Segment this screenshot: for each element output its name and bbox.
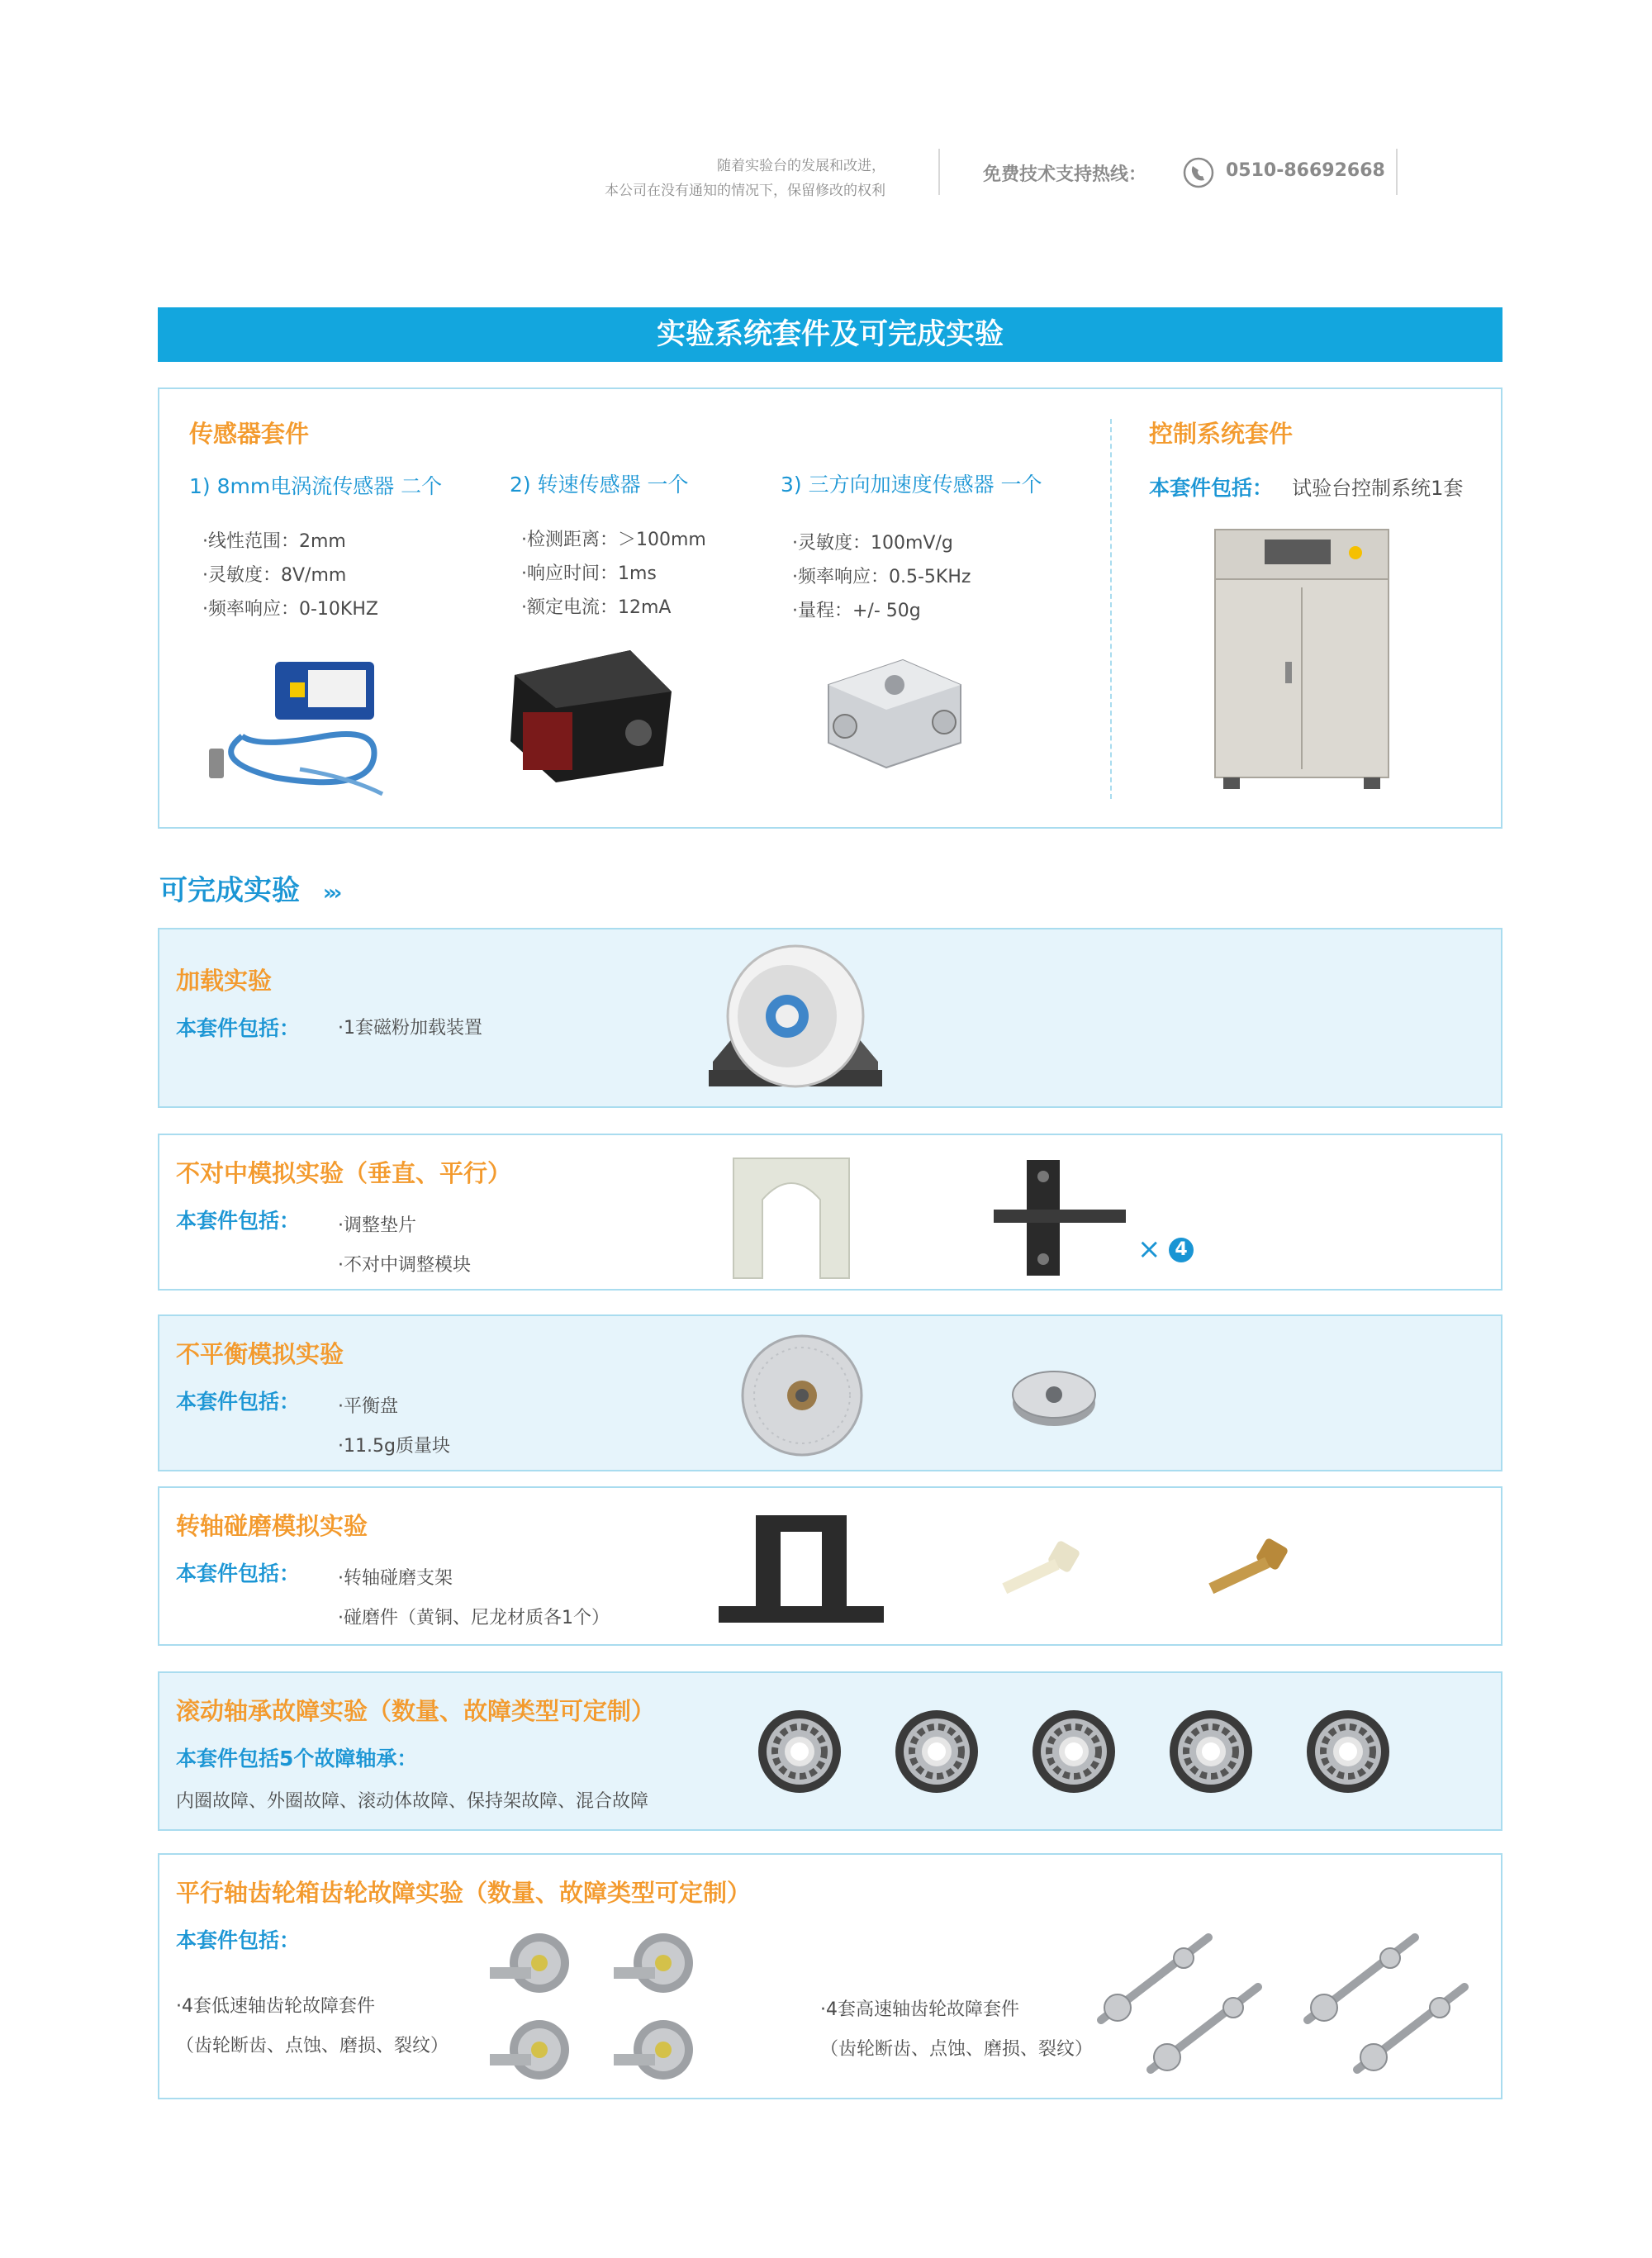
sensor-item-1-specs [202, 525, 378, 626]
mass-block-image [1009, 1357, 1099, 1432]
fault-bearing-image [1165, 1706, 1256, 1797]
banner-title: 实验系统套件及可完成实验 [656, 318, 1004, 351]
experiment-item: ·不对中调整模块 [338, 1255, 471, 1276]
sensor-item-3-spec: ·灵敏度：100mV/g [792, 533, 953, 554]
fault-bearing-image [891, 1706, 982, 1797]
control-kit-value: 试验台控制系统1套 [1292, 477, 1464, 500]
experiment-items [338, 1387, 450, 1467]
experiment-item: （齿轮断齿、点蚀、磨损、裂纹） [176, 2036, 449, 2056]
experiment-item: ·转轴碰磨支架 [338, 1568, 453, 1589]
experiment-items [338, 1559, 610, 1638]
experiment-card-bearing-fault [158, 1671, 1502, 1831]
header-note-line1: 随着实验台的发展和改进， [717, 158, 885, 174]
experiment-label: 本套件包括： [176, 1209, 301, 1233]
sensor-item-2-specs [521, 523, 706, 625]
experiment-item: （齿轮断齿、点蚀、磨损、裂纹） [820, 2039, 1094, 2060]
experiment-title: 不平衡模拟实验 [176, 1340, 344, 1368]
misalignment-module-image [994, 1160, 1126, 1276]
sensor-item-2-spec: ·额定电流：12mA [521, 597, 672, 618]
low-speed-gear-items [176, 1987, 449, 2066]
experiment-card-imbalance [158, 1314, 1502, 1471]
experiment-item: ·11.5g质量块 [338, 1436, 450, 1457]
experiment-item: ·1套磁粉加载装置 [338, 1018, 482, 1039]
control-cabinet-image [1207, 530, 1397, 794]
experiment-item: ·平衡盘 [338, 1396, 398, 1417]
sensor-item-1-spec: ·频率响应：0-10KHZ [202, 599, 378, 620]
hotline-number[interactable]: 0510-86692668 [1226, 160, 1385, 181]
phone-icon [1183, 157, 1214, 188]
header-note-line2: 本公司在没有通知的情况下，保留修改的权利 [605, 183, 885, 199]
experiment-card-loading [158, 928, 1502, 1108]
experiment-item: ·碰磨件（黄铜、尼龙材质各1个） [338, 1608, 610, 1628]
experiment-title: 不对中模拟实验（垂直、平行） [176, 1159, 512, 1187]
kit-divider [1110, 419, 1112, 799]
balance-disc-image [738, 1329, 870, 1462]
experiment-title: 转轴碰磨模拟实验 [176, 1512, 368, 1540]
sensor-item-2-spec: ·检测距离：＞100mm [521, 530, 706, 550]
experiment-card-gearbox-fault [158, 1853, 1502, 2099]
sensor-item-3-name: 3) 三方向加速度传感器 一个 [781, 473, 1042, 497]
experiment-item: ·4套低速轴齿轮故障套件 [176, 1996, 375, 2017]
kit-box [158, 387, 1502, 829]
adjustment-shim-image [729, 1150, 853, 1282]
header-divider-left [938, 149, 940, 195]
quantity-badge: 4 [1169, 1238, 1194, 1262]
experiment-card-rub-impact [158, 1486, 1502, 1646]
control-kit-title: 控制系统套件 [1149, 420, 1294, 448]
sensor-item-2-name: 2) 转速传感器 一个 [510, 473, 689, 497]
fault-bearing-row [754, 1706, 1448, 1797]
experiment-item: 内圈故障、外圈故障、滚动体故障、保持架故障、混合故障 [176, 1791, 649, 1812]
control-kit-label: 本套件包括： [1149, 476, 1274, 500]
sensor-item-1-spec: ·灵敏度：8V/mm [202, 565, 347, 586]
control-kit-line [1149, 472, 1463, 502]
experiments-title-text: 可完成实验 [159, 874, 300, 907]
experiment-title: 平行轴齿轮箱齿轮故障实验（数量、故障类型可定制） [176, 1879, 752, 1907]
rub-impact-bracket-image [714, 1511, 888, 1627]
hotline-label: 免费技术支持热线： [983, 164, 1147, 185]
experiment-card-misalignment [158, 1134, 1502, 1291]
magnetic-powder-brake-image [705, 938, 886, 1103]
fault-bearing-image [754, 1706, 845, 1797]
experiment-title: 滚动轴承故障实验（数量、故障类型可定制） [176, 1697, 656, 1725]
double-chevron-icon: »› [322, 881, 339, 906]
sensor-item-3-spec: ·量程：+/- 50g [792, 601, 921, 621]
low-speed-gear-set-image [490, 1926, 738, 2091]
experiment-items [338, 1206, 471, 1286]
header-divider-right [1396, 149, 1398, 195]
section-banner [158, 307, 1502, 362]
fault-bearing-image [1303, 1706, 1393, 1797]
experiment-item: ·4套高速轴齿轮故障套件 [820, 1999, 1019, 2020]
experiment-item: ·调整垫片 [338, 1215, 416, 1236]
experiment-label: 本套件包括： [176, 1016, 301, 1040]
sensor-kit-title: 传感器套件 [189, 420, 310, 448]
high-speed-gear-items [820, 1990, 1093, 2070]
eddy-current-sensor-image [192, 637, 407, 802]
header-note [605, 154, 885, 203]
sensor-item-3-specs [792, 526, 971, 628]
sensor-item-3-spec: ·频率响应：0.5-5KHz [792, 567, 971, 587]
experiment-title: 加载实验 [176, 967, 273, 995]
experiment-label: 本套件包括5个故障轴承： [176, 1747, 418, 1771]
fault-bearing-image [1028, 1706, 1119, 1797]
experiment-label: 本套件包括： [176, 1390, 301, 1414]
nylon-rub-piece-image [994, 1538, 1085, 1612]
experiment-label: 本套件包括： [176, 1928, 301, 1952]
high-speed-gear-shaft-set-image [1085, 1929, 1489, 2086]
sensor-item-1-spec: ·线性范围：2mm [202, 531, 346, 552]
experiment-label: 本套件包括： [176, 1562, 301, 1585]
sensor-item-2-spec: ·响应时间：1ms [521, 563, 657, 584]
sensor-item-1-name: 1) 8mm电涡流传感器 二个 [189, 474, 443, 498]
accelerometer-image [812, 652, 977, 776]
speed-sensor-image [506, 642, 680, 782]
brass-rub-piece-image [1200, 1538, 1299, 1612]
experiments-title [159, 868, 339, 908]
quantity-multiplier: × [1137, 1233, 1161, 1266]
